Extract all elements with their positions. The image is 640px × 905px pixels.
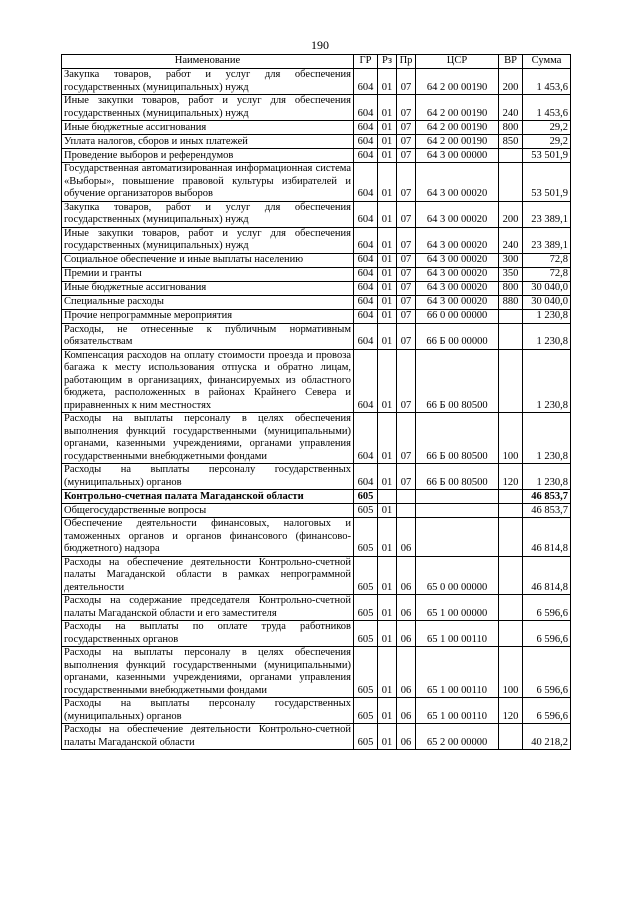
cell-pr [397,490,416,504]
table-row [62,267,571,281]
cell-rz: 01 [378,201,397,227]
cell-rz: 01 [378,647,397,698]
cell-vr [499,149,523,163]
cell-gr: 604 [354,253,378,267]
table-row [62,413,571,464]
cell-vr [499,349,523,413]
cell-vr: 800 [499,281,523,295]
cell-sum: 1 453,6 [523,95,571,121]
cell-sum: 46 853,7 [523,490,571,504]
cell-rz: 01 [378,621,397,647]
table-body [62,69,571,750]
cell-pr: 06 [397,621,416,647]
cell-name: Расходы на обеспечение деятельности Контрольно-счетной палаты Магаданской области [62,724,354,750]
cell-sum: 1 453,6 [523,69,571,95]
cell-name: Расходы, не отнесенные к публичным нормативным обязательствам [62,323,354,349]
cell-sum: 6 596,6 [523,647,571,698]
cell-gr: 604 [354,135,378,149]
cell-vr: 200 [499,201,523,227]
cell-sum: 46 814,8 [523,556,571,595]
cell-csr: 65 1 00 00110 [416,647,499,698]
budget-table [61,54,571,750]
table-row [62,698,571,724]
cell-vr: 120 [499,464,523,490]
cell-vr [499,163,523,202]
cell-pr: 06 [397,647,416,698]
cell-gr: 604 [354,227,378,253]
cell-csr: 64 3 00 00020 [416,295,499,309]
cell-vr: 850 [499,135,523,149]
table-row [62,163,571,202]
cell-pr: 07 [397,149,416,163]
cell-name: Компенсация расходов на оплату стоимости проезда и провоза багажа к месту использования отпуска и обратно лицам, работающим в организациях, финансируемых из областного бюджета, расположенных в районах Крайнего Севера и приравненных к ним местностях [62,349,354,413]
cell-csr: 64 2 00 00190 [416,135,499,149]
cell-rz: 01 [378,69,397,95]
cell-pr: 06 [397,556,416,595]
table-row [62,504,571,518]
table-row [62,556,571,595]
cell-gr: 605 [354,556,378,595]
cell-name: Социальное обеспечение и иные выплаты населению [62,253,354,267]
cell-sum: 1 230,8 [523,309,571,323]
table-header-row [62,55,571,69]
cell-gr: 604 [354,201,378,227]
cell-pr: 06 [397,698,416,724]
cell-pr: 07 [397,281,416,295]
cell-csr [416,518,499,557]
table-row [62,149,571,163]
cell-pr: 07 [397,349,416,413]
cell-name: Расходы на выплаты персоналу государственных (муниципальных) органов [62,464,354,490]
cell-pr: 07 [397,267,416,281]
cell-vr: 100 [499,413,523,464]
header-gr: ГР [354,55,378,69]
cell-name: Обеспечение деятельности финансовых, налоговых и таможенных органов и органов финансового (финансово-бюджетного) надзора [62,518,354,557]
table-row [62,309,571,323]
table-row [62,647,571,698]
cell-csr [416,504,499,518]
cell-rz: 01 [378,724,397,750]
cell-name: Расходы на выплаты по оплате труда работников государственных органов [62,621,354,647]
cell-rz: 01 [378,121,397,135]
cell-vr: 350 [499,267,523,281]
cell-csr: 64 2 00 00190 [416,69,499,95]
cell-pr: 07 [397,253,416,267]
table-row [62,724,571,750]
cell-name: Прочие непрограммные мероприятия [62,309,354,323]
header-name: Наименование [62,55,354,69]
cell-gr: 604 [354,309,378,323]
cell-rz: 01 [378,413,397,464]
cell-rz: 01 [378,149,397,163]
cell-gr: 604 [354,349,378,413]
cell-pr: 06 [397,595,416,621]
cell-rz: 01 [378,267,397,281]
cell-csr: 66 Б 00 80500 [416,464,499,490]
cell-rz: 01 [378,135,397,149]
cell-name: Иные бюджетные ассигнования [62,281,354,295]
cell-vr: 120 [499,698,523,724]
table-row [62,295,571,309]
cell-rz: 01 [378,595,397,621]
cell-vr: 240 [499,95,523,121]
cell-vr [499,621,523,647]
table-row [62,621,571,647]
cell-pr: 07 [397,309,416,323]
cell-name: Проведение выборов и референдумов [62,149,354,163]
cell-name: Специальные расходы [62,295,354,309]
cell-gr: 605 [354,490,378,504]
cell-sum: 23 389,1 [523,201,571,227]
cell-pr: 07 [397,135,416,149]
table-row [62,121,571,135]
cell-gr: 605 [354,518,378,557]
cell-sum: 1 230,8 [523,413,571,464]
cell-rz: 01 [378,295,397,309]
cell-name: Уплата налогов, сборов и иных платежей [62,135,354,149]
cell-rz: 01 [378,281,397,295]
cell-csr: 64 3 00 00020 [416,163,499,202]
cell-gr: 605 [354,621,378,647]
cell-sum: 72,8 [523,253,571,267]
cell-rz: 01 [378,556,397,595]
cell-vr [499,518,523,557]
cell-csr: 65 0 00 00000 [416,556,499,595]
cell-gr: 605 [354,595,378,621]
cell-sum: 53 501,9 [523,149,571,163]
cell-csr: 65 1 00 00110 [416,621,499,647]
cell-name: Расходы на выплаты персоналу государственных (муниципальных) органов [62,698,354,724]
cell-name: Закупка товаров, работ и услуг для обеспечения государственных (муниципальных) нужд [62,201,354,227]
cell-vr: 200 [499,69,523,95]
cell-vr: 300 [499,253,523,267]
cell-csr: 64 3 00 00020 [416,227,499,253]
cell-gr: 604 [354,295,378,309]
cell-sum: 40 218,2 [523,724,571,750]
cell-pr: 06 [397,724,416,750]
cell-sum: 30 040,0 [523,295,571,309]
table-row [62,135,571,149]
cell-csr: 66 Б 00 80500 [416,413,499,464]
header-sum: Сумма [523,55,571,69]
cell-name: Общегосударственные вопросы [62,504,354,518]
cell-csr: 64 3 00 00020 [416,201,499,227]
cell-rz: 01 [378,309,397,323]
table-row [62,518,571,557]
cell-sum: 23 389,1 [523,227,571,253]
cell-pr: 07 [397,95,416,121]
cell-csr: 65 1 00 00110 [416,698,499,724]
table-row [62,464,571,490]
cell-vr: 240 [499,227,523,253]
cell-name: Закупка товаров, работ и услуг для обеспечения государственных (муниципальных) нужд [62,69,354,95]
cell-csr: 64 3 00 00020 [416,253,499,267]
cell-rz: 01 [378,698,397,724]
cell-vr [499,490,523,504]
cell-gr: 604 [354,267,378,281]
table-row [62,69,571,95]
cell-pr [397,504,416,518]
cell-sum: 53 501,9 [523,163,571,202]
cell-pr: 07 [397,323,416,349]
cell-csr: 64 3 00 00020 [416,281,499,295]
header-csr: ЦСР [416,55,499,69]
cell-sum: 29,2 [523,121,571,135]
cell-gr: 604 [354,149,378,163]
cell-gr: 604 [354,413,378,464]
cell-pr: 07 [397,464,416,490]
cell-rz: 01 [378,163,397,202]
page-number: 190 [311,38,329,52]
table-row [62,281,571,295]
cell-gr: 605 [354,504,378,518]
cell-vr [499,595,523,621]
cell-sum: 29,2 [523,135,571,149]
cell-name: Расходы на выплаты персоналу в целях обеспечения выполнения функций государственными (муниципальными) органами, казенными учреждениями, органами управления государственными внебюджетными фондами [62,413,354,464]
cell-csr: 64 3 00 00020 [416,267,499,281]
cell-csr [416,490,499,504]
table-row [62,490,571,504]
cell-gr: 604 [354,464,378,490]
cell-csr: 64 2 00 00190 [416,95,499,121]
cell-sum: 6 596,6 [523,698,571,724]
cell-rz: 01 [378,253,397,267]
table-row [62,595,571,621]
cell-gr: 605 [354,647,378,698]
cell-gr: 604 [354,281,378,295]
header-pr: Пр [397,55,416,69]
cell-csr: 66 0 00 00000 [416,309,499,323]
cell-gr: 604 [354,163,378,202]
cell-rz: 01 [378,504,397,518]
cell-gr: 605 [354,698,378,724]
cell-csr: 66 Б 00 80500 [416,349,499,413]
cell-csr: 65 2 00 00000 [416,724,499,750]
cell-vr [499,556,523,595]
cell-sum: 72,8 [523,267,571,281]
cell-name: Иные бюджетные ассигнования [62,121,354,135]
cell-pr: 07 [397,295,416,309]
cell-csr: 64 3 00 00000 [416,149,499,163]
cell-csr: 66 Б 00 00000 [416,323,499,349]
cell-pr: 07 [397,69,416,95]
cell-pr: 07 [397,227,416,253]
cell-vr [499,724,523,750]
cell-rz [378,490,397,504]
cell-vr [499,504,523,518]
cell-pr: 07 [397,163,416,202]
cell-pr: 07 [397,413,416,464]
cell-vr: 100 [499,647,523,698]
cell-rz: 01 [378,95,397,121]
cell-rz: 01 [378,323,397,349]
cell-name: Премии и гранты [62,267,354,281]
cell-name: Расходы на содержание председателя Контрольно-счетной палаты Магаданской области и его заместителя [62,595,354,621]
table-row [62,253,571,267]
table-row [62,201,571,227]
cell-csr: 64 2 00 00190 [416,121,499,135]
cell-rz: 01 [378,349,397,413]
cell-name: Расходы на выплаты персоналу в целях обеспечения выполнения функций государственными (муниципальными) органами, казенными учреждениями, органами управления государственными внебюджетными фондами [62,647,354,698]
cell-vr [499,323,523,349]
cell-name: Государственная автоматизированная информационная система «Выборы», повышение правовой культуры избирателей и обучение организаторов выборов [62,163,354,202]
cell-rz: 01 [378,518,397,557]
cell-rz: 01 [378,227,397,253]
cell-rz: 01 [378,464,397,490]
cell-sum: 1 230,8 [523,323,571,349]
table-row [62,227,571,253]
table-row [62,95,571,121]
cell-vr [499,309,523,323]
cell-sum: 46 853,7 [523,504,571,518]
cell-name: Контрольно-счетная палата Магаданской области [62,490,354,504]
cell-gr: 605 [354,724,378,750]
cell-sum: 6 596,6 [523,595,571,621]
cell-pr: 06 [397,518,416,557]
cell-name: Иные закупки товаров, работ и услуг для обеспечения государственных (муниципальных) нужд [62,227,354,253]
cell-gr: 604 [354,69,378,95]
cell-name: Расходы на обеспечение деятельности Контрольно-счетной палаты Магаданской области в рамках непрограммной деятельности [62,556,354,595]
cell-sum: 1 230,8 [523,349,571,413]
cell-gr: 604 [354,121,378,135]
cell-csr: 65 1 00 00000 [416,595,499,621]
cell-sum: 30 040,0 [523,281,571,295]
header-vr: ВР [499,55,523,69]
cell-name: Иные закупки товаров, работ и услуг для обеспечения государственных (муниципальных) нужд [62,95,354,121]
cell-sum: 46 814,8 [523,518,571,557]
cell-pr: 07 [397,121,416,135]
header-rz: Рз [378,55,397,69]
cell-gr: 604 [354,323,378,349]
table-row [62,349,571,413]
cell-sum: 1 230,8 [523,464,571,490]
cell-vr: 800 [499,121,523,135]
cell-sum: 6 596,6 [523,621,571,647]
cell-gr: 604 [354,95,378,121]
cell-vr: 880 [499,295,523,309]
table-row [62,323,571,349]
cell-pr: 07 [397,201,416,227]
